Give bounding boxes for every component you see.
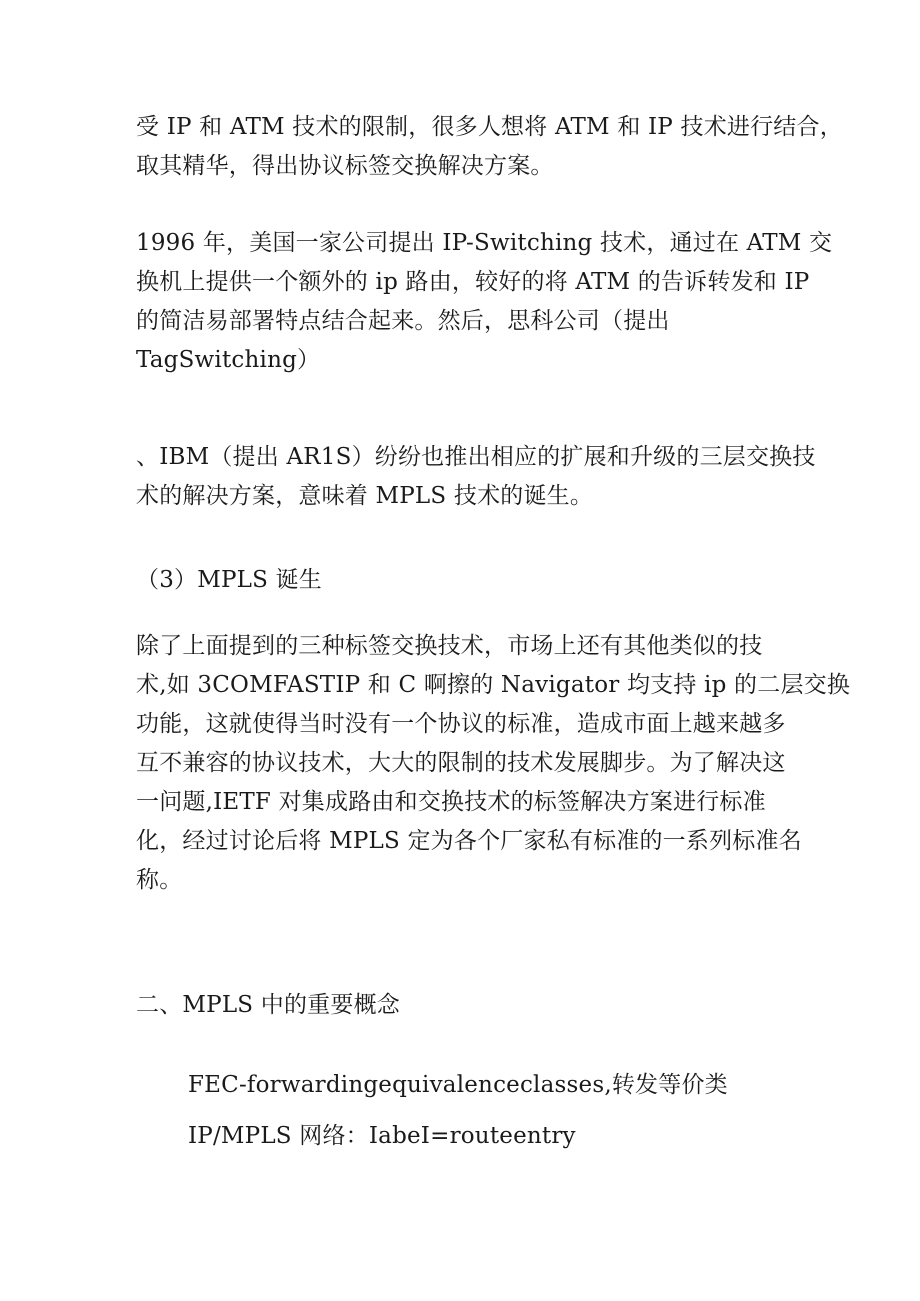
text-line: 术的解决方案，意味着 MPLS 技术的诞生。: [136, 483, 594, 509]
section-heading-mpls-concepts: [136, 986, 796, 1025]
text-line: 除了上面提到的三种标签交换技术，市场上还有其他类似的技: [136, 633, 763, 659]
text-line: 二、MPLS 中的重要概念: [136, 992, 400, 1018]
paragraph-atm-ip-limits: [136, 108, 843, 186]
text-line: （3）MPLS 诞生: [136, 567, 322, 593]
text-line: 、IBM（提出 AR1S）纷纷也推出相应的扩展和升级的三层交换技: [136, 444, 816, 470]
text-line: TagSwitching）: [136, 347, 321, 373]
paragraph-ip-switching-history: [136, 224, 833, 380]
paragraph-ibm-aris: [136, 438, 816, 516]
text-line: 称。: [136, 867, 183, 893]
text-line: 受 IP 和 ATM 技术的限制，很多人想将 ATM 和 IP 技术进行结合，: [136, 114, 843, 140]
definition-ip-mpls-network: [188, 1117, 848, 1156]
text-line: 功能，这就使得当时没有一个协议的标准，造成市面上越来越多: [136, 711, 786, 737]
text-line: 互不兼容的协议技术，大大的限制的技术发展脚步。为了解决这: [136, 750, 786, 776]
text-line: 的简洁易部署特点结合起来。然后，思科公司（提出: [136, 308, 670, 334]
section-heading-mpls-birth: [136, 561, 796, 600]
definition-fec: [188, 1066, 848, 1105]
paragraph-other-label-switching: [136, 627, 851, 900]
text-line: 换机上提供一个额外的 ip 路由，较好的将 ATM 的告诉转发和 IP: [136, 269, 810, 295]
text-line: 1996 年，美国一家公司提出 IP-Switching 技术，通过在 ATM 交: [136, 230, 833, 256]
text-line: FEC-forwardingequivalenceclasses,转发等价类: [188, 1072, 728, 1098]
text-line: 取其精华，得出协议标签交换解决方案。: [136, 153, 554, 179]
text-line: 一问题,IETF 对集成路由和交换技术的标签解决方案进行标准: [136, 789, 766, 815]
text-line: 术,如 3COMFASTIP 和 C 啊擦的 Navigator 均支持 ip 的二层交换: [136, 672, 851, 698]
text-line: 化，经过讨论后将 MPLS 定为各个厂家私有标准的一系列标准名: [136, 828, 802, 854]
text-line: IP/MPLS 网络：IabeI=routeentry: [188, 1123, 576, 1149]
